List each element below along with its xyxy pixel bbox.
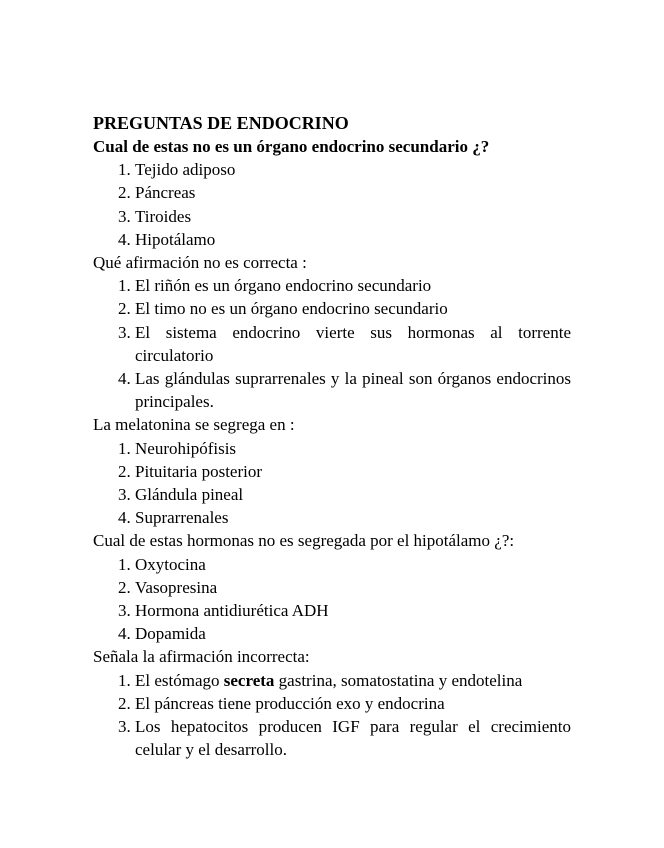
question-2-prompt: Qué afirmación no es correcta : [93, 253, 307, 273]
question-3-prompt: La melatonina se segrega en : [93, 415, 295, 435]
question-4-option-4: 4. Dopamida [135, 622, 571, 645]
question-1-option-4: 4. Hipotálamo [135, 228, 571, 251]
question-3-option-4: 4. Suprarrenales [135, 506, 571, 529]
question-5-option-1 [135, 669, 571, 692]
question-4-options [93, 553, 571, 646]
question-1-option-3: 3. Tiroides [135, 205, 571, 228]
question-2-options [93, 274, 571, 413]
document-page [93, 111, 571, 761]
question-1-option-2: 2. Páncreas [135, 181, 571, 204]
question-3-option-1: 1. Neurohipófisis [135, 437, 571, 460]
question-5-prompt: Señala la afirmación incorrecta: [93, 647, 310, 667]
question-2-option-3: 3. El sistema endocrino vierte sus hormonas al torrente circulatorio [135, 321, 571, 367]
option-text-bold: secreta [223, 670, 275, 690]
question-1-prompt: Cual de estas no es un órgano endocrino secundario ¿? [93, 137, 490, 156]
question-2-option-4: 4. Las glándulas suprarrenales y la pineal son órganos endocrinos principales. [135, 367, 571, 413]
question-5-options [93, 669, 571, 762]
question-3-option-2: 2. Pituitaria posterior [135, 460, 571, 483]
question-1-option-1: 1. Tejido adiposo [135, 158, 571, 181]
question-4-option-3: 3. Hormona antidiurética ADH [135, 599, 571, 622]
question-5-option-2: 2. El páncreas tiene producción exo y endocrina [135, 692, 571, 715]
question-2-option-2: 2. El timo no es un órgano endocrino secundario [135, 297, 571, 320]
question-1-options [93, 158, 571, 251]
question-3-options [93, 437, 571, 530]
option-text-post: gastrina, somatostatina y endotelina [274, 670, 523, 690]
option-text-pre: El estómago [135, 670, 224, 690]
question-5-option-3: 3. Los hepatocitos producen IGF para regular el crecimiento celular y el desarrollo. [135, 715, 571, 761]
question-4-prompt: Cual de estas hormonas no es segregada por el hipotálamo ¿?: [93, 531, 515, 551]
question-3-option-3: 3. Glándula pineal [135, 483, 571, 506]
question-4-option-2: 2. Vasopresina [135, 576, 571, 599]
question-4-option-1: 1. Oxytocina [135, 553, 571, 576]
question-2-option-1: 1. El riñón es un órgano endocrino secundario [135, 274, 571, 297]
document-title: PREGUNTAS DE ENDOCRINO [93, 113, 349, 133]
